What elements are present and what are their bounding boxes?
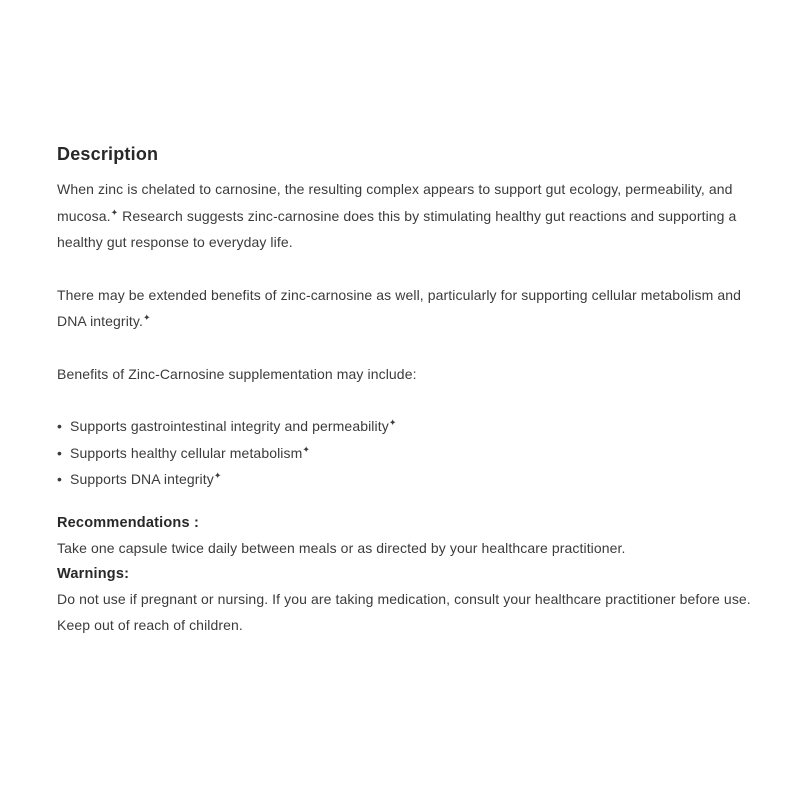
footnote-symbol: ✦ bbox=[302, 443, 310, 454]
list-item bbox=[57, 466, 772, 493]
description-paragraph-1 bbox=[57, 176, 772, 256]
list-item bbox=[57, 440, 772, 467]
warnings-label: Warnings: bbox=[57, 565, 130, 582]
section-title: Description bbox=[57, 144, 159, 164]
footnote-symbol: ✦ bbox=[213, 470, 222, 481]
benefit-text: Supports DNA integrity bbox=[70, 471, 214, 487]
footnote-symbol: ✦ bbox=[110, 206, 119, 217]
recommendations-text: Take one capsule twice daily between meals or as directed by your healthcare practitioner. bbox=[57, 540, 626, 556]
paragraph-text: There may be extended benefits of zinc-carnosine as well, particularly for supporting cellular metabolism and DNA integrity. bbox=[57, 286, 742, 329]
benefit-text: Supports healthy cellular metabolism bbox=[70, 444, 303, 461]
benefits-list bbox=[57, 413, 772, 493]
description-paragraph-2 bbox=[57, 282, 772, 335]
footnote-symbol: ✦ bbox=[142, 312, 151, 323]
recommendations-label: Recommendations : bbox=[57, 514, 199, 531]
benefits-intro: Benefits of Zinc-Carnosine supplementation may include: bbox=[57, 365, 417, 382]
paragraph-text: Research suggests zinc-carnosine does this by stimulating healthy gut reactions and supporting a healthy gut response to everyday life. bbox=[57, 207, 737, 250]
footnote-symbol: ✦ bbox=[388, 417, 397, 428]
warnings-text: Do not use if pregnant or nursing. If you are taking medication, consult your healthcare practitioner before use. Keep out of reach of children. bbox=[57, 591, 751, 633]
paragraph-text: When zinc is chelated to carnosine, the resulting complex appears to support gut ecology, permeability, and mucosa. bbox=[57, 181, 733, 224]
usage-info-block bbox=[57, 511, 772, 639]
list-item bbox=[57, 413, 772, 440]
benefit-text: Supports gastrointestinal integrity and permeability bbox=[70, 418, 389, 434]
